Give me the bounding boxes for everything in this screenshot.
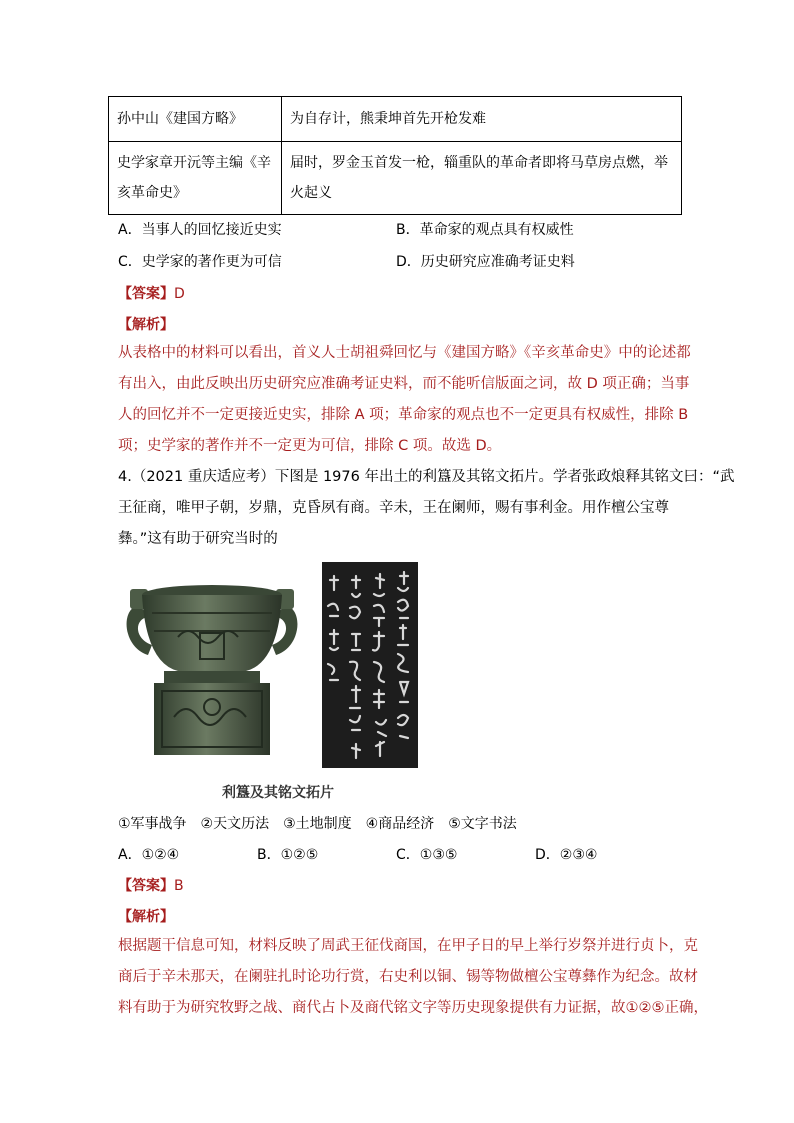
q4-items: ①军事战争 ②天文历法 ③土地制度 ④商品经济 ⑤文字书法	[118, 816, 517, 832]
q3-analysis-label: 【解析】	[118, 317, 174, 333]
table-cell-content: 届时，罗金玉首发一枪，辎重队的革命者即将马草房点燃，举火起义	[282, 142, 682, 215]
answer-label: 【答案】	[118, 878, 174, 894]
table-cell-content: 为自存计，熊秉坤首先开枪发难	[282, 97, 682, 142]
stem-line: 4.（2021 重庆适应考）下图是 1976 年出土的利簋及其铭文拓片。学者张政烺释其铭文曰：“武	[118, 469, 735, 485]
analysis-line: 有出入，由此反映出历史研究应准确考证史料，而不能听信版面之词，故 D 项正确；当事	[118, 376, 690, 392]
q3-option-d: D．历史研究应准确考证史料	[396, 254, 575, 270]
q4-option-b: B．①②⑤	[257, 847, 319, 863]
q3-answer	[118, 283, 185, 303]
figure-caption: 利簋及其铭文拓片	[222, 785, 334, 801]
inscription-rubbing-image	[322, 562, 418, 768]
q4-analysis-label: 【解析】	[118, 909, 174, 925]
table-cell-source: 史学家章开沅等主编《辛亥革命史》	[109, 142, 282, 215]
table-row	[109, 142, 682, 215]
analysis-line: 商后于辛未那天，在阑驻扎时论功行赏，右史利以铜、锡等物做檀公宝尊彝作为纪念。故材	[118, 969, 698, 985]
table-cell-source: 孙中山《建国方略》	[109, 97, 282, 142]
answer-value: B	[174, 878, 184, 894]
answer-value: D	[174, 286, 185, 302]
q4-option-a: A．①②④	[118, 847, 180, 863]
q4-answer	[118, 875, 184, 895]
q4-analysis	[118, 931, 708, 1024]
stem-line: 王征商，唯甲子朝，岁鼎，克昏夙有商。辛未，王在阑师，赐有事利金。用作檀公宝尊	[118, 500, 669, 516]
analysis-line: 根据题干信息可知，材料反映了周武王征伐商国，在甲子日的早上举行岁祭并进行贞卜，克	[118, 938, 698, 954]
q4-stem	[118, 462, 735, 555]
q3-option-c: C．史学家的著作更为可信	[118, 254, 282, 270]
analysis-line: 料有助于为研究牧野之战、商代占卜及商代铭文字等历史现象提供有力证据，故①②⑤正确，	[118, 1000, 708, 1016]
q3-analysis	[118, 338, 691, 462]
table-row	[109, 97, 682, 142]
q4-option-d: D．②③④	[535, 847, 598, 863]
q4-option-c: C．①③⑤	[396, 847, 458, 863]
stem-line: 彝。”这有助于研究当时的	[118, 531, 278, 547]
analysis-line: 从表格中的材料可以看出，首义人士胡祖舜回忆与《建国方略》《辛亥革命史》中的论述都	[118, 345, 691, 361]
analysis-line: 人的回忆并不一定更接近史实，排除 A 项；革命家的观点也不一定更具有权威性，排除 B	[118, 407, 689, 423]
analysis-line: 项；史学家的著作并不一定更为可信，排除 C 项。故选 D。	[118, 438, 502, 454]
source-table	[108, 96, 682, 215]
q3-option-a: A．当事人的回忆接近史实	[118, 222, 282, 238]
q3-option-b: B．革命家的观点具有权威性	[396, 222, 574, 238]
answer-label: 【答案】	[118, 286, 174, 302]
li-gui-vessel-image	[118, 567, 306, 757]
